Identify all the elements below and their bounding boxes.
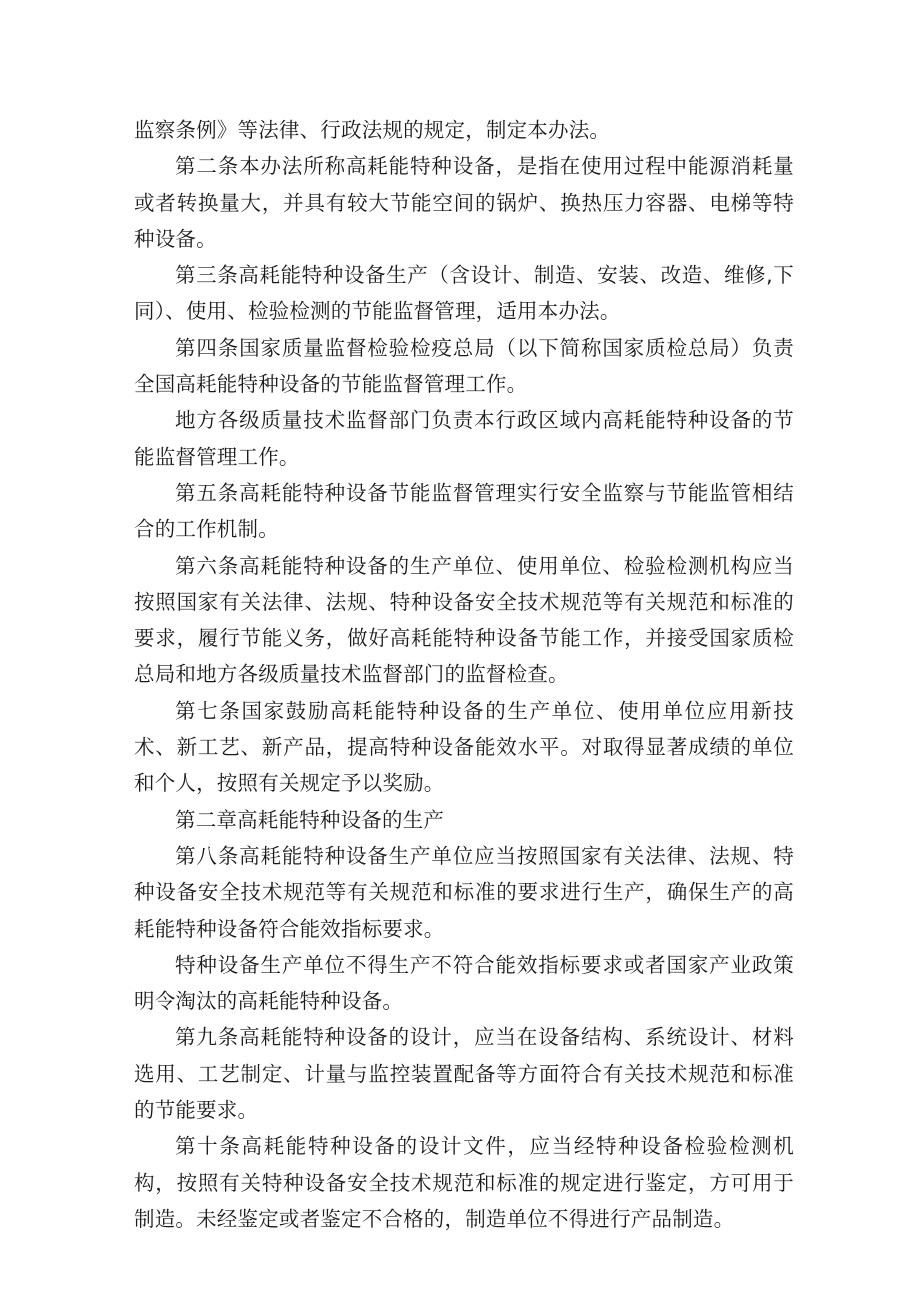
document-body [134, 112, 794, 1237]
paragraph-article-3: 第三条高耗能特种设备生产（含设计、制造、安装、改造、维修,下同）、使用、检验检测的节能监督管理，适用本办法。 [134, 263, 794, 324]
paragraph-article-4: 第四条国家质量监督检验检疫总局（以下简称国家质检总局）负责全国高耗能特种设备的节能监督管理工作。 [134, 335, 794, 397]
chapter-heading-2: 第二章高耗能特种设备的生产 [175, 807, 445, 832]
paragraph-article-8-prohibit: 特种设备生产单位不得生产不符合能效指标要求或者国家产业政策明令淘汰的高耗能特种设备。 [134, 952, 794, 1014]
paragraph-article-2: 第二条本办法所称高耗能特种设备，是指在使用过程中能源消耗量或者转换量大，并具有较大节能空间的锅炉、换热压力容器、电梯等特种设备。 [134, 154, 794, 251]
paragraph-article-8: 第八条高耗能特种设备生产单位应当按照国家有关法律、法规、特种设备安全技术规范等有关规范和标准的要求进行生产，确保生产的高耗能特种设备符合能效指标要求。 [134, 843, 794, 941]
paragraph-article-5: 第五条高耗能特种设备节能监督管理实行安全监察与节能监管相结合的工作机制。 [134, 480, 794, 542]
paragraph-article-6: 第六条高耗能特种设备的生产单位、使用单位、检验检测机构应当按照国家有关法律、法规、特种设备安全技术规范等有关规范和标准的要求，履行节能义务，做好高耗能特种设备节能工作，并接受国家质检总局和地方各级质量技术监督部门的监督检查。 [134, 553, 794, 687]
paragraph-article-9: 第九条高耗能特种设备的设计，应当在设备结构、系统设计、材料选用、工艺制定、计量与监控装置配备等方面符合有关技术规范和标准的节能要求。 [134, 1025, 794, 1123]
paragraph-article-4-local: 地方各级质量技术监督部门负责本行政区域内高耗能特种设备的节能监督管理工作。 [134, 408, 794, 469]
paragraph-continuation: 监察条例》等法律、行政法规的规定，制定本办法。 [134, 118, 611, 142]
paragraph-article-7: 第七条国家鼓励高耗能特种设备的生产单位、使用单位应用新技术、新工艺、新产品，提高特种设备能效水平。对取得显著成绩的单位和个人，按照有关规定予以奖励。 [134, 698, 794, 796]
paragraph-article-10: 第十条高耗能特种设备的设计文件，应当经特种设备检验检测机构，按照有关特种设备安全技术规范和标准的规定进行鉴定，方可用于制造。未经鉴定或者鉴定不合格的，制造单位不得进行产品制造。 [134, 1134, 794, 1231]
